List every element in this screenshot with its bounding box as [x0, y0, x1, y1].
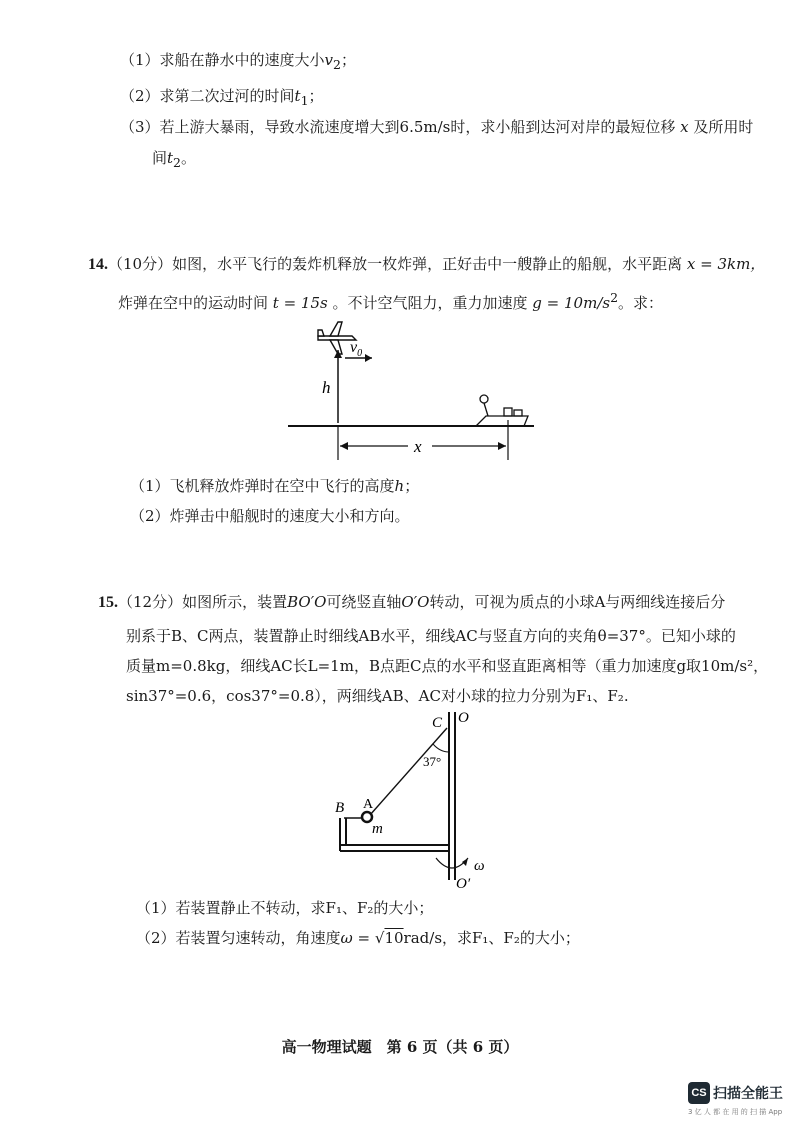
q15-header: 15.（12分）如图所示，装置BO′O可绕竖直轴O′O转动，可视为质点的小球A与两细线连接后分: [98, 593, 726, 611]
angle-arc: [433, 744, 449, 752]
q15-part2: （2）若装置匀速转动，角速度ω = √10rad/s，求F₁、F₂的大小；: [136, 929, 580, 947]
string-AC: [370, 728, 447, 815]
q13-part2: （2）求第二次过河的时间$t_1$；: [120, 87, 324, 108]
q13-part3: （3）若上游大暴雨，导致水流速度增大到6.5m/s时，求小船到达河对岸的最短位移 x 及所用时: [120, 118, 754, 136]
q15-number: 15.: [98, 594, 118, 611]
label-A: A: [363, 797, 374, 812]
scanner-watermark: CS 扫描全能王 3 亿 人 都 在 用 的 扫 描 App: [688, 1082, 798, 1117]
label-angle: 37°: [423, 754, 442, 769]
ball: [362, 812, 372, 822]
q15-part1: （1）若装置静止不转动，求F₁、F₂的大小；: [136, 899, 434, 917]
q14-part1: （1）飞机释放炸弹时在空中飞行的高度h；: [130, 477, 420, 495]
q13-part3-cont: 间$t_2$。: [152, 149, 197, 170]
label-omega: ω: [474, 858, 485, 874]
x-label: x: [414, 437, 422, 456]
label-C: C: [432, 715, 443, 731]
q15-line4: sin37°=0.6，cos37°=0.8），两细线AB、AC对小球的拉力分别为F₁、F₂.: [126, 687, 629, 705]
q14-line2: 炸弹在空中的运动时间 t = 15s 。不计空气阻力，重力加速度 $g = 10m/s^2$。求：: [118, 290, 664, 312]
q15-line2: 别系于B、C两点，装置静止时细线AB水平，细线AC与竖直方向的夹角θ=37°。已知小球的: [126, 627, 736, 645]
q14-number: 14.: [88, 256, 108, 273]
h-label: h: [322, 378, 331, 397]
page-footer: 高一物理试题 第 6 页（共 6 页）: [281, 1038, 519, 1056]
label-B: B: [335, 800, 345, 816]
label-m: m: [372, 821, 383, 837]
v0-label: $v_0$: [350, 339, 363, 359]
q14-part2: （2）炸弹击中船舰时的速度大小和方向。: [130, 507, 410, 525]
label-O: O: [458, 710, 469, 726]
q14-header: 14.（10分）如图，水平飞行的轰炸机释放一枚炸弹，正好击中一艘静止的船舰，水平距离 x = 3km，: [88, 255, 766, 273]
camscanner-logo-icon: CS: [688, 1082, 710, 1104]
q15-line3: 质量m=0.8kg，细线AC长L=1m，B点距C点的水平和竖直距离相等（重力加速度g取10m/s²，: [126, 657, 769, 675]
label-O-prime: O′: [456, 876, 471, 892]
q13-part1: （1）求船在静水中的速度大小$v_2$；: [120, 51, 356, 72]
